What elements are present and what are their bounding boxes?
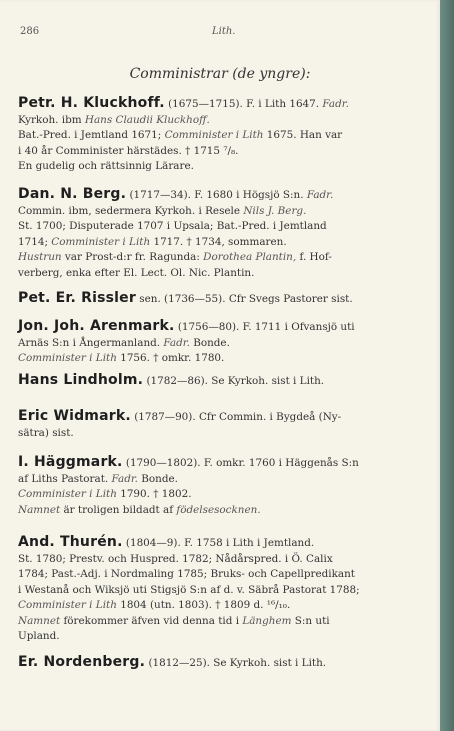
running-head: Lith. xyxy=(212,26,236,37)
body-text: är troligen bildadt af xyxy=(60,503,177,516)
entry-line xyxy=(18,96,420,113)
entry-line xyxy=(18,250,420,266)
body-text: 1675. Han var xyxy=(263,129,343,141)
person-name: And. Thurén. xyxy=(18,534,123,550)
book-spine-edge xyxy=(440,0,454,731)
italic-text: Dorothea Plantin, xyxy=(203,251,297,263)
entry-arenmark xyxy=(18,319,420,367)
body-text: förekommer äfven vid denna tid i xyxy=(60,614,243,627)
body-text: Upland. xyxy=(18,630,60,642)
body-text: (1717—34). F. 1680 i Högsjö S:n. xyxy=(129,189,307,201)
italic-text: Fadr. xyxy=(111,472,138,485)
body-text: i 40 år Comminister härstädes. † 1715 ⁷/₈. xyxy=(18,144,239,157)
entry-line xyxy=(18,159,420,175)
body-text: 1784; Past.-Adj. i Nordmaling 1785; Bruks- och Capellpredikant xyxy=(18,568,355,580)
body-text: 1790. † 1802. xyxy=(116,488,192,500)
person-name: Eric Widmark. xyxy=(18,408,131,424)
entry-line xyxy=(18,144,420,160)
body-text: Kyrkoh. ibm xyxy=(18,113,85,126)
body-text: S:n uti xyxy=(291,614,330,627)
person-name: Dan. N. Berg. xyxy=(18,186,127,202)
entry-line xyxy=(18,567,420,583)
body-text: St. 1780; Prestv. och Huspred. 1782; Nådårspred. i Ö. Calix xyxy=(18,552,333,565)
body-text: (1756—80). F. 1711 i Ofvansjö uti xyxy=(177,321,355,333)
person-name: Hans Lindholm. xyxy=(18,372,144,388)
italic-text: Fadr. xyxy=(306,189,334,201)
body-text: sen. (1736—55). Cfr Svegs Pastorer sist. xyxy=(139,293,353,305)
entry-line xyxy=(18,113,420,129)
entry-lindholm xyxy=(18,373,420,390)
entry-line xyxy=(18,552,420,568)
body-text: (1812—25). Se Kyrkoh. sist i Lith. xyxy=(148,657,327,669)
body-text: Commin. ibm, sedermera Kyrkoh. i Resele xyxy=(18,204,244,217)
body-text: var Prost-d:r fr. Ragunda: xyxy=(61,251,204,263)
body-text: St. 1700; Disputerade 1707 i Upsala; Bat.-Pred. i Jemtland xyxy=(18,220,327,232)
entry-thuren xyxy=(18,535,420,645)
entry-line xyxy=(18,629,420,645)
italic-text: Nils J. Berg. xyxy=(243,204,307,217)
entry-line xyxy=(18,373,420,390)
entry-line xyxy=(18,598,420,614)
italic-text: Comminister i Lith xyxy=(164,129,264,141)
italic-text: Comminister i Lith xyxy=(18,599,117,611)
page-number: 286 xyxy=(20,26,40,37)
person-name: Er. Nordenberg. xyxy=(18,654,146,670)
entry-line xyxy=(18,426,420,442)
italic-text: Hans Claudii Kluckhoff. xyxy=(84,113,210,126)
entry-line xyxy=(18,319,420,336)
section-title: Comministrar (de yngre): xyxy=(129,66,311,82)
entry-line xyxy=(18,204,420,220)
body-text: (1787—90). Cfr Commin. i Bygdeå (Ny- xyxy=(134,411,342,423)
entry-line xyxy=(18,472,420,488)
entry-line xyxy=(18,535,420,552)
entry-line xyxy=(18,614,420,630)
body-text: af Liths Pastorat. xyxy=(18,472,112,485)
body-text: En gudelig och rättsinnig Lärare. xyxy=(18,160,194,172)
entry-widmark xyxy=(18,409,420,441)
body-text: sätra) sist. xyxy=(18,426,74,439)
entry-line xyxy=(18,655,420,672)
italic-text: Comminister i Lith xyxy=(51,235,151,248)
entry-line xyxy=(18,219,420,235)
entry-haggmark xyxy=(18,455,420,518)
body-text: verberg, enka efter El. Lect. Ol. Nic. Plantin. xyxy=(18,266,255,279)
body-text: Bat.-Pred. i Jemtland 1671; xyxy=(18,129,165,141)
body-text: Bonde. xyxy=(137,472,178,485)
body-text: (1782—86). Se Kyrkoh. sist i Lith. xyxy=(146,375,325,387)
entry-nordenberg xyxy=(18,655,420,672)
italic-text: Fadr. xyxy=(163,336,190,349)
italic-text: Länghem xyxy=(242,614,292,627)
italic-text: Hustrun xyxy=(18,251,62,263)
body-text: Bonde. xyxy=(189,336,230,349)
body-text: i Westanå och Wiksjö uti Stigsjö S:n af d. v. Säbrå Pastorat 1788; xyxy=(18,583,360,596)
italic-text: Comminister i Lith xyxy=(18,488,117,500)
body-text: 1714; xyxy=(18,235,52,248)
entry-berg xyxy=(18,187,420,281)
italic-text: Comminister i Lith xyxy=(18,352,117,364)
entry-line xyxy=(18,503,420,519)
body-text: (1675—1715). F. i Lith 1647. xyxy=(168,98,323,110)
entry-line xyxy=(18,583,420,599)
body-text: (1790—1802). F. omkr. 1760 i Häggenås S:n xyxy=(125,457,359,469)
entry-line xyxy=(18,235,420,251)
body-text: Arnäs S:n i Ångermanland. xyxy=(18,336,164,349)
entry-line xyxy=(18,128,420,144)
entry-line xyxy=(18,187,420,204)
entry-line xyxy=(18,455,420,472)
person-name: I. Häggmark. xyxy=(18,454,123,470)
body-text: 1804 (utn. 1803). † 1809 d. ¹⁶/₁₀. xyxy=(116,599,291,611)
entry-line xyxy=(18,336,420,352)
italic-text: Fadr. xyxy=(322,98,349,110)
body-text: f. Hof- xyxy=(296,251,332,263)
italic-text: födelsesocknen. xyxy=(176,503,261,516)
entry-line xyxy=(18,291,420,308)
entry-rissler xyxy=(18,291,420,308)
person-name: Pet. Er. Rissler xyxy=(18,290,136,306)
italic-text: Namnet xyxy=(18,614,61,627)
body-text: 1756. † omkr. 1780. xyxy=(116,352,225,364)
person-name: Jon. Joh. Arenmark. xyxy=(18,318,175,334)
entry-line xyxy=(18,351,420,367)
entry-kluckhoff xyxy=(18,96,420,175)
italic-text: Namnet xyxy=(18,503,61,516)
entry-line xyxy=(18,266,420,282)
entry-line xyxy=(18,487,420,503)
person-name: Petr. H. Kluckhoff. xyxy=(18,95,165,111)
body-text: (1804—9). F. 1758 i Lith i Jemtland. xyxy=(125,537,315,549)
entry-line xyxy=(18,409,420,426)
body-text: 1717. † 1734, sommaren. xyxy=(150,235,287,248)
